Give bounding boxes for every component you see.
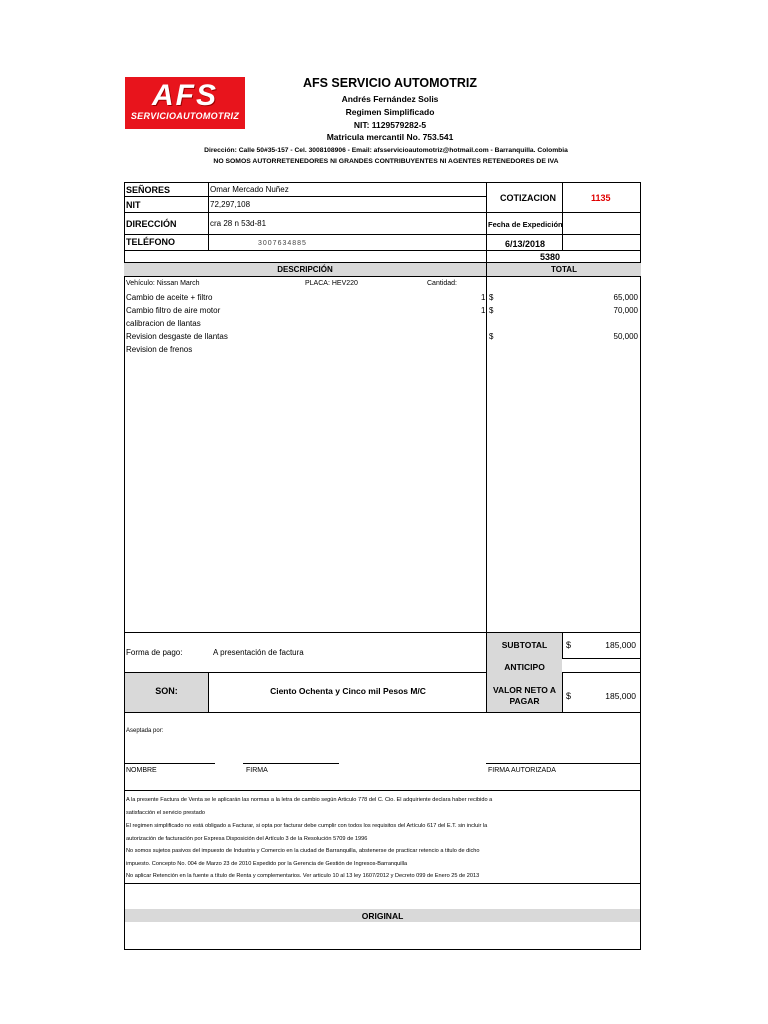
legal-line: satisfacción el servicio prestado — [126, 810, 205, 816]
descripcion-header: DESCRIPCIÓN — [277, 265, 333, 274]
quantity-label: Cantidad: — [427, 280, 457, 287]
company-address: Dirección: Calle 50#35-157 - Cel. 3008108906 - Email: afsservicioautomotriz@hotmail.com - Barranquilla. Colombia — [204, 147, 568, 154]
item-amount: 50,000 — [613, 332, 638, 341]
son-label: SON: — [155, 686, 178, 696]
logo-main-text: AFS — [152, 79, 218, 112]
total-header: TOTAL — [551, 265, 577, 274]
company-name: AFS SERVICIO AUTOMOTRIZ — [302, 76, 478, 90]
legal-line: autorización de facturación por Expresa Disposición del Artículo 3 de la Resolución 5709 de 1996 — [126, 836, 368, 842]
anticipo-label: ANTICIPO — [504, 662, 545, 672]
client-name: Omar Mercado Nuñez — [210, 185, 289, 194]
cotizacion-label: COTIZACION — [500, 193, 556, 203]
client-address: cra 28 n 53d-81 — [210, 219, 267, 228]
neto-currency: $ — [566, 691, 572, 701]
nit-label: NIT — [126, 200, 141, 210]
vehicle-info: Vehículo: Nissan March — [126, 280, 200, 287]
item-desc: Revision desgaste de llantas — [126, 332, 228, 341]
item-currency: $ — [489, 293, 494, 302]
item-amount: 70,000 — [613, 306, 638, 315]
forma-pago-value: A presentación de factura — [213, 648, 304, 657]
subtotal-label: SUBTOTAL — [501, 640, 548, 650]
item-desc: Cambio filtro de aire motor — [126, 306, 221, 315]
item-desc: Cambio de aceite + filtro — [126, 293, 213, 302]
item-desc: calibracion de llantas — [126, 319, 201, 328]
fecha-value: 6/13/2018 — [505, 239, 546, 249]
legal-line: No aplicar Retención en la fuente a título de Renta y complementarios. Ver articulo 10 al 13 ley 1607/2012 y Decreto 099 de Enero 25 de 2013 — [126, 873, 480, 879]
vehicle-plate: PLACA: HEV220 — [305, 280, 358, 287]
item-currency: $ — [489, 306, 494, 315]
neto-label-line1: VALOR NETO A — [492, 685, 557, 695]
logo-sub-text: SERVICIOAUTOMOTRIZ — [130, 111, 240, 121]
son-value: Ciento Ochenta y Cinco mil Pesos M/C — [270, 686, 426, 696]
tax-notice: NO SOMOS AUTORRETENEDORES NI GRANDES CONTRIBUYENTES NI AGENTES RETENEDORES DE IVA — [213, 158, 559, 165]
subtotal-currency: $ — [566, 640, 572, 650]
neto-value: 185,000 — [605, 691, 636, 701]
legal-line: El regimen simplificado no está obligado a Facturar, si opta por facturar debe cumplir con todos los requisitos del Artículo 617 del E.T. sin incluir la — [126, 823, 488, 829]
direccion-label: DIRECCIÓN — [126, 219, 177, 229]
item-amount: 65,000 — [613, 293, 638, 302]
firma-autorizada-label: FIRMA AUTORIZADA — [488, 767, 556, 774]
item-qty: 1 — [481, 306, 486, 315]
matricula: Matricula mercantil No. 753.541 — [326, 132, 454, 142]
owner-name: Andrés Fernández Solis — [341, 94, 439, 104]
client-phone: 3007634885 — [258, 240, 307, 247]
legal-line: impuesto. Concepto No. 004 de Marzo 23 de 2010 Expedido por la Gerencia de Gestión de Ingresos-Barranquilla — [126, 861, 408, 867]
quote-extra: 5380 — [540, 252, 561, 262]
firma-label: FIRMA — [246, 767, 268, 774]
telefono-label: TELÉFONO — [126, 237, 175, 247]
tax-regime: Regimen Simplificado — [345, 107, 435, 117]
item-currency: $ — [489, 332, 494, 341]
aceptada-label: Aseptada por: — [126, 728, 164, 734]
senores-label: SEÑORES — [126, 185, 171, 195]
forma-pago-label: Forma de pago: — [126, 648, 183, 657]
original-label: ORIGINAL — [361, 911, 404, 921]
nombre-label: NOMBRE — [126, 767, 157, 774]
fecha-label: Fecha de Expedición — [488, 220, 563, 229]
subtotal-value: 185,000 — [605, 640, 636, 650]
cotizacion-number: 1135 — [591, 193, 611, 203]
company-nit: NIT: 1129579282-5 — [353, 120, 427, 130]
item-qty: 1 — [481, 293, 486, 302]
client-nit: 72,297,108 — [210, 200, 251, 209]
item-desc: Revision de frenos — [126, 345, 193, 354]
neto-label-line2: PAGAR — [509, 696, 540, 706]
legal-line: A la presente Factura de Venta se le aplicarán las normas a la letra de cambio según Articulo 778 del C. Cio. El adquiriente declara haber recibido a — [126, 797, 493, 803]
legal-line: No somos sujetos pasivos del impuesto de Industria y Comercio en la ciudad de Barranquilla, abstenerse de practicar retencio a titulo de dicho — [126, 848, 480, 854]
